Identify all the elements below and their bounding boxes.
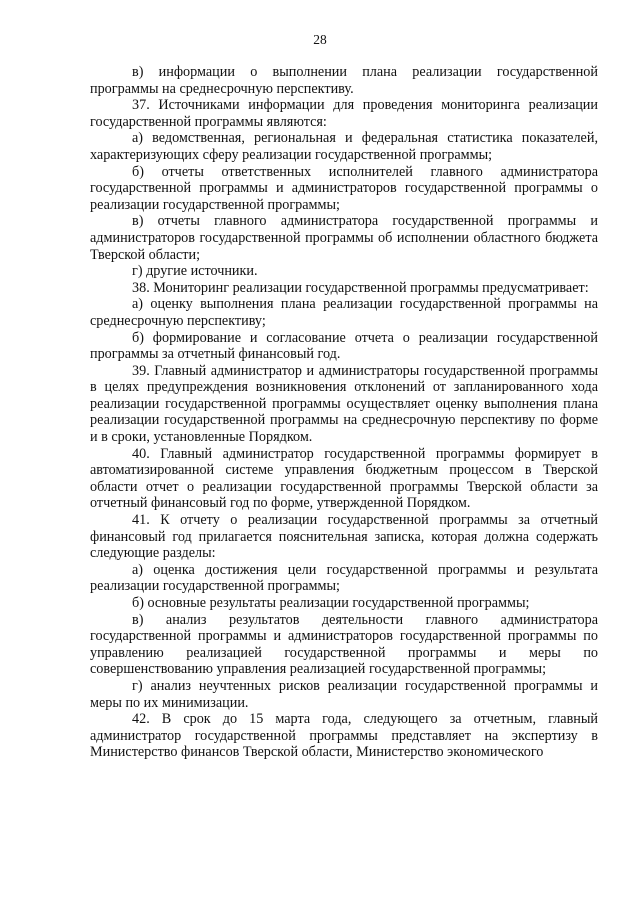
page-number: 28 — [313, 32, 327, 47]
paragraph-41-b: б) основные результаты реализации государственной программы; — [132, 595, 530, 611]
paragraph-37-v: в) отчеты главного администратора государственной программы и администраторов государственной программы об исполнении областного бюджета Тверской области; — [90, 213, 598, 263]
paragraph-41-a: а) оценка достижения цели государственной программы и результата реализации государственной программы; — [90, 561, 598, 595]
paragraph-41-g: г) анализ неучтенных рисков реализации государственной программы и меры по их минимизации. — [90, 677, 598, 711]
paragraph-37-b: б) отчеты ответственных исполнителей главного администратора государственной программы и администраторов государственной программы о реализации государственной программы; — [90, 163, 598, 213]
paragraph-37-g: г) другие источники. — [132, 263, 258, 280]
paragraph-42: 42. В срок до 15 марта года, следующего за отчетным, главный администратор государственной программы представляет на экспертизу в Министерство финансов Тверской области, Министерство экономического — [90, 711, 598, 761]
paragraph-37: 37. Источниками информации для проведения мониторинга реализации государственной программы являются: — [90, 97, 598, 130]
paragraph-38: 38. Мониторинг реализации государственной программы предусматривает: — [132, 279, 589, 296]
paragraph-info-plan: в) информации о выполнении плана реализации государственной программы на среднесрочную перспективу. — [90, 64, 598, 97]
paragraph-39: 39. Главный администратор и администраторы государственной программы в целях предупреждения возникновения отклонений от запланированного хода реализации государственной программы осуществляет оценку выполнения плана реализации государственной программы на среднесрочную перспективу по форме и в сроки, установленные Порядком. — [90, 362, 598, 446]
paragraph-38-a: а) оценку выполнения плана реализации государственной программы на среднесрочную перспективу; — [90, 296, 598, 329]
paragraph-40: 40. Главный администратор государственной программы формирует в автоматизированной системе управления бюджетным процессом в Тверской области отчет о реализации государственной программы Тверской области за отчетный финансовый год по форме, утвержденной Порядком. — [90, 445, 598, 512]
paragraph-41-v: в) анализ результатов деятельности главного администратора государственной программы и администраторов государственной программы по управлению реализацией государственной программы и меры по совершенствованию управления реализацией государственной программы; — [90, 611, 598, 678]
paragraph-38-b: б) формирование и согласование отчета о реализации государственной программы за отчетный финансовый год. — [90, 329, 598, 363]
paragraph-41: 41. К отчету о реализации государственной программы за отчетный финансовый год прилагается пояснительная записка, которая должна содержать следующие разделы: — [90, 512, 598, 562]
paragraph-37-a: а) ведомственная, региональная и федеральная статистика показателей, характеризующих сферу реализации государственной программы; — [90, 130, 598, 163]
